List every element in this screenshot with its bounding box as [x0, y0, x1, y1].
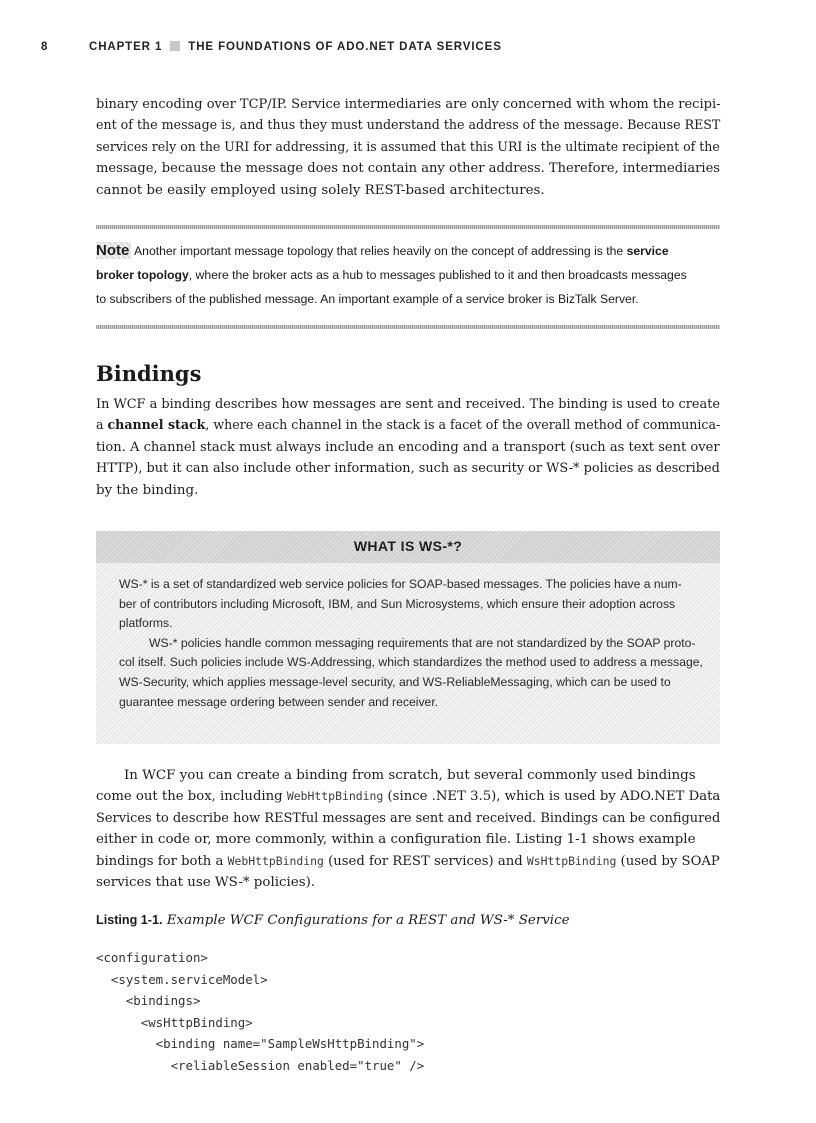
listing-title: Example WCF Configurations for a REST and WS-* Service	[162, 913, 570, 928]
chapter-label: CHAPTER 1	[89, 41, 163, 53]
paragraph-bindings	[96, 394, 720, 501]
sidebar-line: WS-* policies handle common messaging requirements that are not standardized by the SOAP proto-	[149, 635, 696, 650]
text-line: message, because the message does not contain any other address. Therefore, intermediaries	[96, 161, 721, 177]
paragraph-intermediaries	[96, 94, 720, 201]
text-line: In WCF a binding describes how messages are sent and received. The binding is used to create	[96, 397, 720, 412]
sidebar-body	[119, 575, 709, 712]
listing-label: Listing 1-1.	[96, 913, 163, 927]
code-listing	[96, 947, 720, 1077]
separator-square-icon	[170, 41, 180, 51]
sidebar-ws-star	[96, 531, 720, 744]
inline-code: WebHttpBinding	[286, 789, 384, 804]
note-bottom-rule	[96, 325, 720, 329]
sidebar-line: guarantee message ordering between sender and receiver.	[119, 694, 439, 709]
text-run: a	[96, 418, 108, 434]
sidebar-line: WS-* is a set of standardized web service policies for SOAP-based messages. The policies have a num-	[119, 577, 682, 591]
text-line: In WCF you can create a binding from scratch, but several commonly used bindings	[124, 768, 696, 783]
text-line: HTTP), but it can also include other information, such as security or WS-* policies as described	[96, 461, 720, 477]
sidebar-title-bar	[96, 531, 720, 563]
text-line: either in code or, more commonly, within a configuration file. Listing 1-1 shows example	[96, 832, 696, 848]
code-line: <system.serviceModel>	[96, 971, 268, 987]
chapter-title: THE FOUNDATIONS OF ADO.NET DATA SERVICES	[188, 41, 502, 53]
text-run: , where each channel in the stack is a facet of the overall method of communica-	[205, 418, 721, 434]
text-run: (used by SOAP	[616, 853, 720, 869]
text-line: tion. A channel stack must always include an encoding and a transport (such as text sent over	[96, 439, 720, 455]
note-line	[96, 263, 720, 287]
text-line: binary encoding over TCP/IP. Service intermediaries are only concerned with whom the recipi-	[96, 97, 721, 112]
text-line: Services to describe how RESTful messages are sent and received. Bindings can be configured	[96, 810, 721, 826]
code-line: <bindings>	[96, 993, 201, 1009]
running-head	[41, 41, 741, 59]
paragraph-wcf-bindings	[96, 765, 720, 893]
code-line: <wsHttpBinding>	[96, 1014, 253, 1030]
note-text: Another important message topology that relies heavily on the concept of addressing is the	[131, 244, 627, 258]
sidebar-line: ber of contributors including Microsoft, IBM, and Sun Microsystems, which ensure their adoption across	[119, 596, 676, 611]
text-line: services rely on the URI for addressing, it is assumed that this URI is the ultimate recipient of the	[96, 139, 720, 155]
text-line	[96, 851, 720, 872]
sidebar-line: col itself. Such policies include WS-Addressing, which standardizes the method used to address a message,	[119, 655, 703, 670]
text-line	[96, 415, 721, 436]
code-line: <binding name="SampleWsHttpBinding">	[96, 1036, 425, 1052]
inline-code: WebHttpBinding	[227, 853, 324, 868]
text-run: (used for REST services) and	[323, 853, 527, 869]
note-box	[96, 239, 720, 311]
text-run: bindings for both a	[96, 853, 228, 869]
sidebar-title: WHAT IS WS-*?	[353, 538, 463, 554]
note-top-rule	[96, 225, 720, 229]
sidebar-line: WS-Security, which applies message-level security, and WS-ReliableMessaging, which can be used to	[119, 674, 671, 689]
inline-code: WsHttpBinding	[526, 853, 617, 868]
note-label: Note	[96, 242, 130, 259]
text-line	[96, 786, 721, 807]
code-line: <configuration>	[96, 950, 208, 965]
code-line: <reliableSession enabled="true" />	[96, 1057, 425, 1073]
text-run: come out the box, including	[96, 789, 287, 805]
term-channel-stack: channel stack	[107, 417, 206, 434]
sidebar-line: platforms.	[119, 616, 173, 631]
text-run: (since .NET 3.5), which is used by ADO.NET Data	[383, 789, 721, 805]
text-line: ent of the message is, and thus they must understand the address of the message. Because REST	[96, 118, 721, 134]
note-line	[96, 239, 720, 263]
chapter-heading	[89, 41, 502, 53]
page-number: 8	[41, 41, 49, 53]
note-term: service	[626, 244, 669, 258]
note-term: broker topology	[96, 268, 189, 282]
text-line: cannot be easily employed using solely REST-based architectures.	[96, 182, 545, 198]
listing-caption	[96, 912, 570, 928]
note-text: , where the broker acts as a hub to messages published to it and then broadcasts messages	[188, 268, 687, 282]
section-heading-bindings: Bindings	[96, 361, 202, 386]
text-line: services that use WS-* policies).	[96, 875, 316, 891]
note-line: to subscribers of the published message. An important example of a service broker is BizTalk Server.	[96, 292, 639, 306]
text-line: by the binding.	[96, 482, 199, 498]
